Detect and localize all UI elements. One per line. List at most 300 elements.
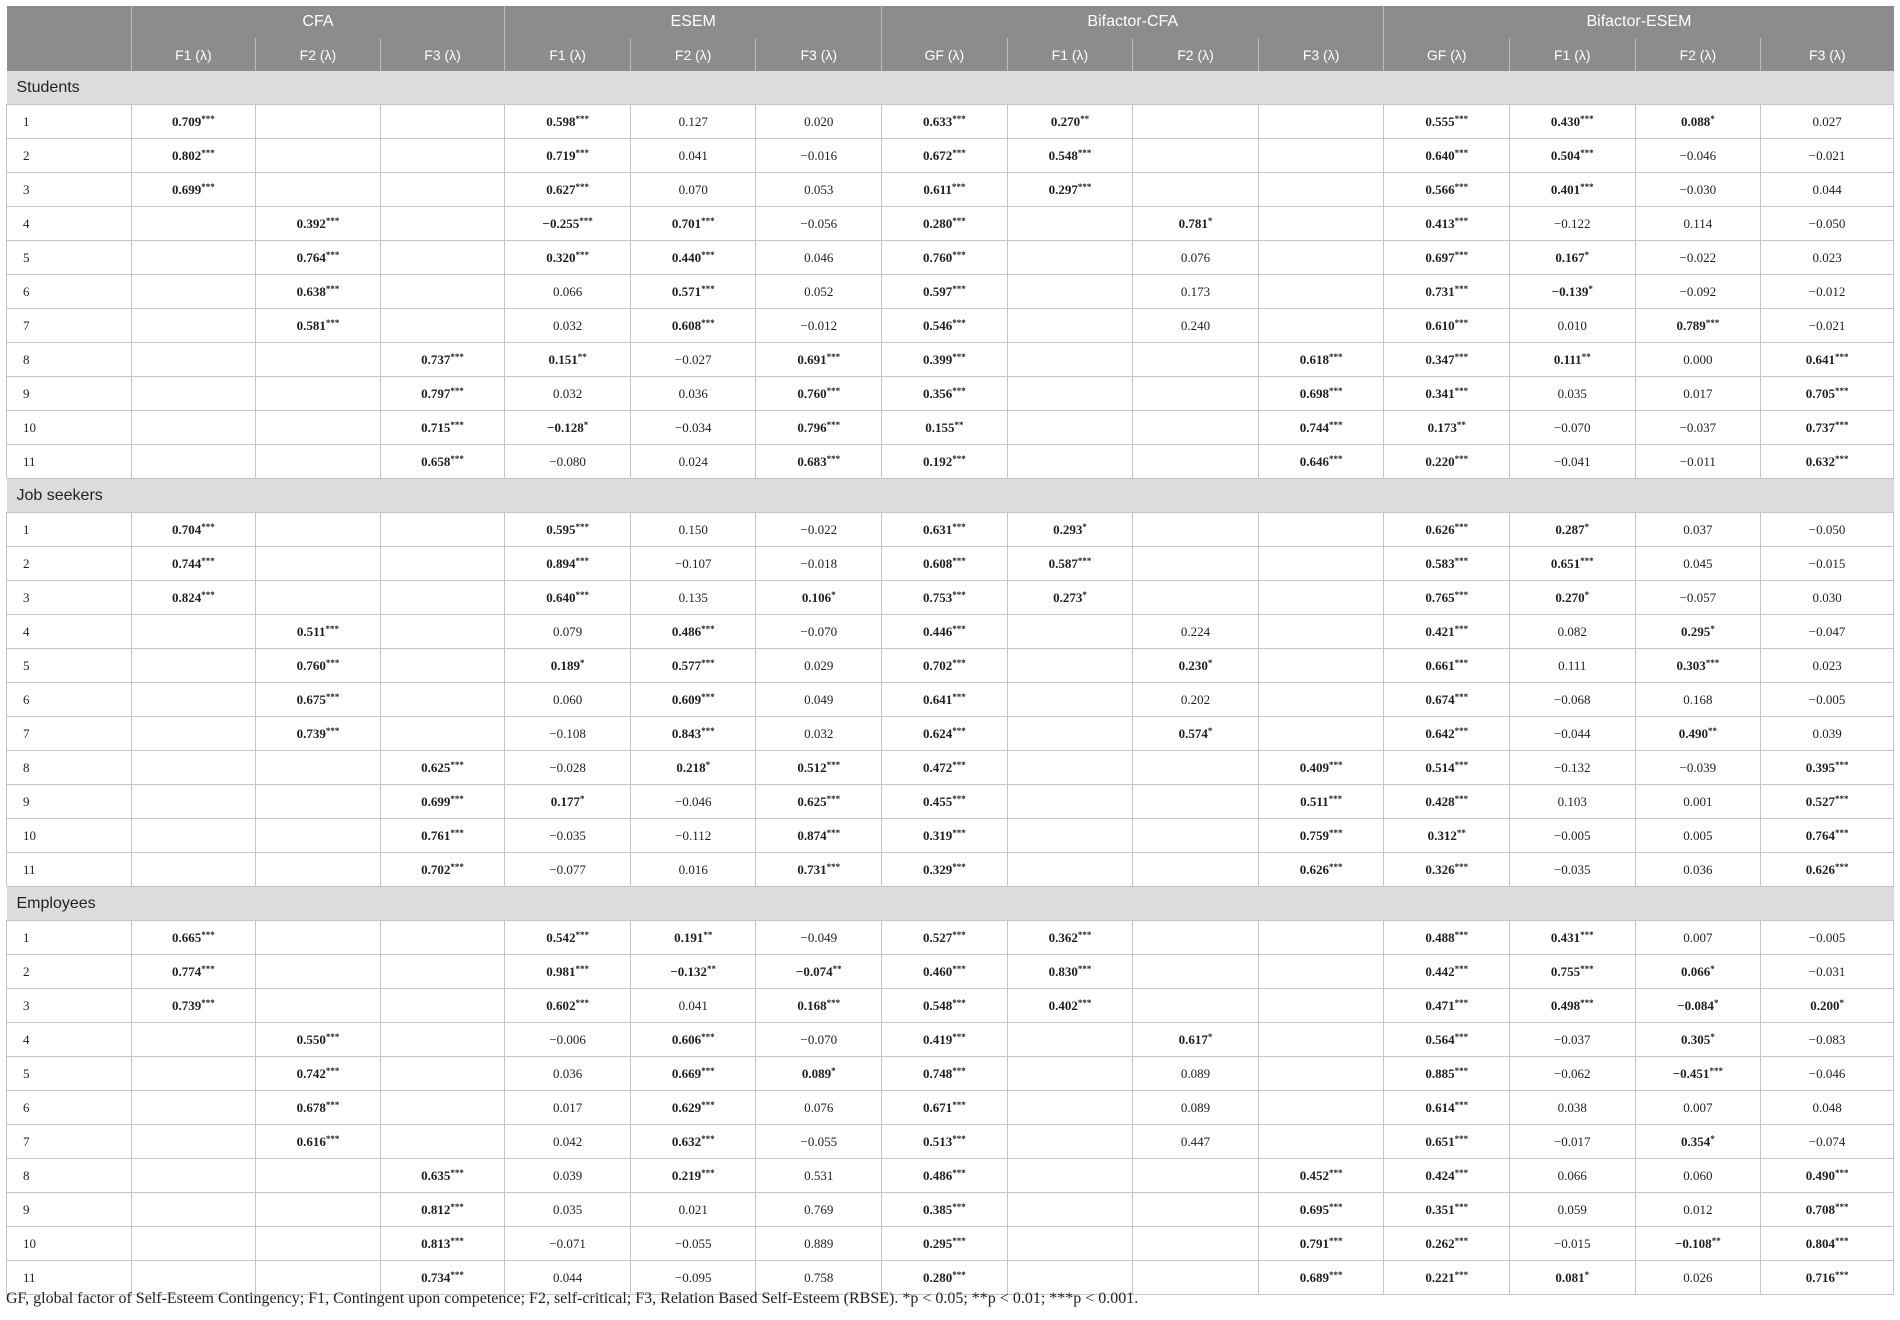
loading-cell: 0.633***	[882, 105, 1008, 139]
loading-cell: −0.070	[1509, 411, 1635, 445]
loading-cell: 0.354*	[1635, 1125, 1761, 1159]
loading-cell: 0.542***	[505, 921, 631, 955]
significance-marker: ***	[952, 555, 966, 566]
loading-cell: 0.041	[630, 989, 756, 1023]
loading-cell: 0.079	[505, 615, 631, 649]
significance-marker: **	[1707, 725, 1717, 736]
loading-cell: 0.737***	[380, 343, 505, 377]
loading-cell: 0.076	[1133, 241, 1259, 275]
significance-marker: ***	[1834, 793, 1849, 804]
loading-cell	[131, 819, 256, 853]
item-number: 8	[7, 1159, 132, 1193]
loading-cell: −0.108	[505, 717, 631, 751]
loading-cell: 0.625***	[756, 785, 882, 819]
loading-cell: 0.082	[1509, 615, 1635, 649]
loading-cell: 0.347***	[1384, 343, 1510, 377]
significance-marker: ***	[1580, 929, 1594, 940]
loading-cell: 0.511***	[1258, 785, 1384, 819]
item-number: 10	[7, 411, 132, 445]
group-header-bifactor-cfa: Bifactor-CFA	[882, 6, 1384, 38]
significance-marker: ***	[952, 589, 966, 600]
significance-marker: ***	[826, 351, 841, 362]
significance-marker: *	[1710, 1031, 1715, 1042]
loading-cell	[1258, 717, 1384, 751]
loading-cell: 0.632***	[630, 1125, 756, 1159]
loading-cell	[131, 1091, 256, 1125]
loading-cell	[380, 989, 505, 1023]
significance-marker: ***	[826, 861, 841, 872]
table-footnote: GF, global factor of Self-Esteem Contingency; F1, Contingent upon competence; F2, self-critical; F3, Relation Based Self-Esteem (RBSE). *p < 0.05; **p < 0.01; ***p < 0.001.	[6, 1290, 1139, 1307]
significance-marker: ***	[1580, 113, 1594, 124]
group-header-bifactor-esem: Bifactor-ESEM	[1384, 6, 1894, 38]
loading-cell	[131, 343, 256, 377]
loading-cell	[380, 513, 505, 547]
loading-cell: 0.608***	[882, 547, 1008, 581]
loading-cell: 0.791***	[1258, 1227, 1384, 1261]
significance-marker: ***	[826, 793, 841, 804]
loading-cell: 0.769	[756, 1193, 882, 1227]
loading-cell: 0.007	[1635, 1091, 1761, 1125]
loading-cell	[131, 445, 256, 479]
loading-cell: 0.587***	[1007, 547, 1133, 581]
significance-marker: ***	[952, 725, 966, 736]
loading-cell: 0.744***	[1258, 411, 1384, 445]
loading-cell	[256, 989, 381, 1023]
table-row	[7, 955, 1894, 989]
significance-marker: ***	[701, 249, 715, 260]
loading-cell: 0.036	[630, 377, 756, 411]
significance-marker: ***	[952, 249, 966, 260]
loading-cell	[1007, 717, 1133, 751]
loading-cell: 0.672***	[882, 139, 1008, 173]
significance-marker: ***	[952, 113, 966, 124]
significance-marker: ***	[952, 215, 966, 226]
loading-cell	[380, 1091, 505, 1125]
loading-cell	[256, 139, 381, 173]
item-number: 2	[7, 547, 132, 581]
loading-cell: 0.135	[630, 581, 756, 615]
loading-cell: 0.843***	[630, 717, 756, 751]
item-number: 9	[7, 785, 132, 819]
loading-cell: 0.287*	[1509, 513, 1635, 547]
loading-cell: 0.527***	[882, 921, 1008, 955]
loading-cell: −0.030	[1635, 173, 1761, 207]
significance-marker: ***	[1328, 1235, 1343, 1246]
loading-cell: 0.155**	[882, 411, 1008, 445]
column-header: F2 (λ)	[1635, 38, 1761, 71]
loading-cell: 0.697***	[1384, 241, 1510, 275]
loading-cell	[1133, 1193, 1259, 1227]
loading-cell	[380, 921, 505, 955]
loading-cell: 0.640***	[505, 581, 631, 615]
loading-cell: 0.111	[1509, 649, 1635, 683]
loading-cell: 0.230*	[1133, 649, 1259, 683]
loading-cell: 0.669***	[630, 1057, 756, 1091]
significance-marker: *	[1584, 1269, 1590, 1280]
loading-cell	[380, 1057, 505, 1091]
loading-cell: −0.005	[1761, 683, 1894, 717]
loading-cell	[256, 751, 381, 785]
significance-marker: ***	[1834, 861, 1849, 872]
significance-marker: **	[954, 419, 964, 430]
loading-cell: −0.046	[1635, 139, 1761, 173]
loading-cell	[131, 1193, 256, 1227]
significance-marker: ***	[701, 1133, 715, 1144]
loading-cell	[1258, 241, 1384, 275]
loading-cell: 0.218*	[630, 751, 756, 785]
loading-cell: 0.531	[756, 1159, 882, 1193]
loading-cell: 0.103	[1509, 785, 1635, 819]
loading-cell: 0.440***	[630, 241, 756, 275]
loading-cell: 0.641***	[1761, 343, 1894, 377]
loading-cell: 0.486***	[882, 1159, 1008, 1193]
loading-cell: 0.715***	[380, 411, 505, 445]
loading-cell	[256, 853, 381, 887]
table-row	[7, 853, 1894, 887]
loading-cell: 0.177*	[505, 785, 631, 819]
significance-marker: ***	[575, 249, 589, 260]
loading-cell	[131, 615, 256, 649]
loading-cell: −0.092	[1635, 275, 1761, 309]
loading-cell: 0.885***	[1384, 1057, 1510, 1091]
loading-cell	[1258, 105, 1384, 139]
significance-marker: ***	[325, 317, 340, 328]
loading-cell: 0.651***	[1384, 1125, 1510, 1159]
significance-marker: ***	[201, 997, 215, 1008]
significance-marker: ***	[1454, 147, 1469, 158]
item-number: 7	[7, 1125, 132, 1159]
column-header: F3 (λ)	[1761, 38, 1894, 71]
loading-cell: 0.089	[1133, 1091, 1259, 1125]
loading-cell	[1007, 1159, 1133, 1193]
significance-marker: *	[1839, 997, 1844, 1008]
loading-cell: −0.035	[1509, 853, 1635, 887]
significance-marker: ***	[325, 283, 340, 294]
significance-marker: ***	[201, 113, 215, 124]
significance-marker: ***	[1328, 419, 1343, 430]
loading-cell	[1007, 207, 1133, 241]
loading-cell	[380, 241, 505, 275]
loading-cell	[1007, 377, 1133, 411]
significance-marker: ***	[952, 929, 966, 940]
loading-cell: 0.012	[1635, 1193, 1761, 1227]
loading-cell: 0.168	[1635, 683, 1761, 717]
significance-marker: *	[705, 759, 711, 770]
loading-cell: 0.626***	[1258, 853, 1384, 887]
significance-marker: ***	[1077, 997, 1092, 1008]
loading-cell: 0.326***	[1384, 853, 1510, 887]
significance-marker: ***	[450, 827, 464, 838]
significance-marker: ***	[201, 555, 215, 566]
loading-cell: 0.874***	[756, 819, 882, 853]
significance-marker: ***	[1454, 453, 1469, 464]
loading-cell: 0.081*	[1509, 1261, 1635, 1295]
loading-cell	[131, 309, 256, 343]
significance-marker: ***	[575, 181, 589, 192]
loading-cell: 0.764***	[256, 241, 381, 275]
loading-cell: 0.035	[505, 1193, 631, 1227]
column-header: F2 (λ)	[1133, 38, 1259, 71]
loading-cell: 0.498***	[1509, 989, 1635, 1023]
significance-marker: *	[1082, 521, 1087, 532]
loading-cell	[1133, 1227, 1259, 1261]
significance-marker: ***	[701, 1167, 715, 1178]
significance-marker: **	[1581, 351, 1591, 362]
significance-marker: ***	[701, 1031, 715, 1042]
significance-marker: ***	[1454, 929, 1469, 940]
loading-cell	[131, 377, 256, 411]
loading-cell: 0.574*	[1133, 717, 1259, 751]
loading-cell: −0.062	[1509, 1057, 1635, 1091]
loading-cell: 0.608***	[630, 309, 756, 343]
item-number: 1	[7, 513, 132, 547]
loading-cell: 0.106*	[756, 581, 882, 615]
table-row	[7, 751, 1894, 785]
table-row	[7, 105, 1894, 139]
loading-cell: 0.618***	[1258, 343, 1384, 377]
significance-marker: ***	[201, 963, 215, 974]
column-header: F1 (λ)	[131, 38, 256, 71]
significance-marker: ***	[1328, 793, 1343, 804]
loading-cell: −0.022	[1635, 241, 1761, 275]
loading-cell: 0.761***	[380, 819, 505, 853]
item-number: 4	[7, 615, 132, 649]
loading-cell: 0.200*	[1761, 989, 1894, 1023]
significance-marker: ***	[826, 419, 841, 430]
loading-cell: 0.392***	[256, 207, 381, 241]
significance-marker: ***	[575, 589, 589, 600]
significance-marker: ***	[1328, 453, 1343, 464]
loading-cell: −0.084*	[1635, 989, 1761, 1023]
loading-cell: 0.428***	[1384, 785, 1510, 819]
loading-cell	[1133, 785, 1259, 819]
loading-cell: 0.240	[1133, 309, 1259, 343]
item-number: 6	[7, 683, 132, 717]
loading-cell: 0.060	[505, 683, 631, 717]
table-row	[7, 411, 1894, 445]
significance-marker: ***	[1454, 181, 1469, 192]
loading-cell: −0.107	[630, 547, 756, 581]
significance-marker: ***	[1328, 385, 1343, 396]
significance-marker: ***	[575, 963, 589, 974]
loading-cell: 0.293*	[1007, 513, 1133, 547]
significance-marker: ***	[1454, 657, 1469, 668]
loading-cell	[380, 649, 505, 683]
loading-cell: 0.059	[1509, 1193, 1635, 1227]
item-number: 3	[7, 989, 132, 1023]
significance-marker: *	[1207, 215, 1213, 226]
significance-marker: **	[832, 963, 842, 974]
significance-marker: ***	[1580, 181, 1594, 192]
loading-cell: −0.037	[1635, 411, 1761, 445]
loading-cell	[1133, 377, 1259, 411]
significance-marker: ***	[1709, 1065, 1723, 1076]
significance-marker: ***	[450, 861, 464, 872]
table-row	[7, 173, 1894, 207]
significance-marker: ***	[1454, 963, 1469, 974]
loading-cell: 0.385***	[882, 1193, 1008, 1227]
significance-marker: ***	[325, 725, 340, 736]
loading-cell	[256, 1193, 381, 1227]
loading-cell	[1258, 989, 1384, 1023]
loading-cell	[1007, 241, 1133, 275]
significance-marker: ***	[701, 1099, 715, 1110]
loading-cell	[1007, 615, 1133, 649]
loading-cell: 0.431***	[1509, 921, 1635, 955]
significance-marker: ***	[1705, 657, 1720, 668]
loading-cell: 0.804***	[1761, 1227, 1894, 1261]
section-row	[7, 887, 1894, 921]
loading-cell: 0.548***	[1007, 139, 1133, 173]
column-header: F2 (λ)	[630, 38, 756, 71]
loading-cell: −0.055	[756, 1125, 882, 1159]
significance-marker: ***	[952, 759, 966, 770]
significance-marker: ***	[1328, 759, 1343, 770]
significance-marker: ***	[201, 147, 215, 158]
loading-cell	[1258, 547, 1384, 581]
loading-cell: −0.055	[630, 1227, 756, 1261]
loading-cell: 0.029	[756, 649, 882, 683]
loading-cell	[380, 547, 505, 581]
loading-cell: 0.046	[756, 241, 882, 275]
loading-cell: 0.678***	[256, 1091, 381, 1125]
loading-cell	[1007, 649, 1133, 683]
loading-cell: 0.514***	[1384, 751, 1510, 785]
significance-marker: ***	[952, 147, 966, 158]
loading-cell	[1258, 615, 1384, 649]
loading-cell: 0.202	[1133, 683, 1259, 717]
model-group-header-row	[7, 6, 1894, 38]
loading-cell: 0.581***	[256, 309, 381, 343]
loading-cell	[131, 1023, 256, 1057]
loading-cell: 0.049	[756, 683, 882, 717]
item-number: 7	[7, 717, 132, 751]
loading-cell	[131, 241, 256, 275]
table-row	[7, 683, 1894, 717]
loading-cell: −0.005	[1761, 921, 1894, 955]
loading-cell	[1133, 139, 1259, 173]
loading-cell: 0.704***	[131, 513, 256, 547]
loading-cell: 0.191**	[630, 921, 756, 955]
loading-cell: 0.658***	[380, 445, 505, 479]
loading-cell: −0.083	[1761, 1023, 1894, 1057]
item-number: 7	[7, 309, 132, 343]
loading-cell	[1007, 275, 1133, 309]
loading-cell: −0.022	[756, 513, 882, 547]
item-number: 11	[7, 445, 132, 479]
loading-cell	[131, 1227, 256, 1261]
loading-cell: 0.765***	[1384, 581, 1510, 615]
table-row	[7, 581, 1894, 615]
loading-cell: 0.734***	[380, 1261, 505, 1295]
item-number: 1	[7, 921, 132, 955]
significance-marker: ***	[1834, 1167, 1849, 1178]
significance-marker: ***	[1454, 1099, 1469, 1110]
loading-cell	[131, 207, 256, 241]
significance-marker: ***	[1454, 589, 1469, 600]
loading-cell	[1133, 411, 1259, 445]
loading-cell: 0.577***	[630, 649, 756, 683]
significance-marker: ***	[952, 793, 966, 804]
loading-cell: 0.038	[1509, 1091, 1635, 1125]
significance-marker: ***	[1328, 861, 1343, 872]
loading-cell	[256, 785, 381, 819]
loading-cell: 0.447	[1133, 1125, 1259, 1159]
significance-marker: ***	[201, 521, 215, 532]
loading-cell: 0.045	[1635, 547, 1761, 581]
loading-cell: −0.039	[1635, 751, 1761, 785]
loading-cell: 0.597***	[882, 275, 1008, 309]
loading-cell: 0.702***	[882, 649, 1008, 683]
loading-cell: 0.731***	[1384, 275, 1510, 309]
loading-cell: 0.755***	[1509, 955, 1635, 989]
loading-cell: 0.319***	[882, 819, 1008, 853]
loading-cell: 0.546***	[882, 309, 1008, 343]
loading-cell	[1258, 173, 1384, 207]
table-row	[7, 445, 1894, 479]
loading-cell: 0.511***	[256, 615, 381, 649]
loading-cell: 0.076	[756, 1091, 882, 1125]
significance-marker: ***	[952, 623, 966, 634]
table-row	[7, 377, 1894, 411]
loading-cell: −0.451***	[1635, 1057, 1761, 1091]
loading-cell	[1133, 173, 1259, 207]
loading-cell: 0.270**	[1007, 105, 1133, 139]
significance-marker: ***	[1834, 385, 1849, 396]
loading-cell: 0.702***	[380, 853, 505, 887]
significance-marker: ***	[952, 385, 966, 396]
loading-cell: 0.760***	[882, 241, 1008, 275]
loading-cell: 0.295***	[882, 1227, 1008, 1261]
loading-cell: −0.049	[756, 921, 882, 955]
section-row	[7, 479, 1894, 513]
loading-cell	[256, 1227, 381, 1261]
loading-cell: 0.758	[756, 1261, 882, 1295]
significance-marker: ***	[201, 929, 215, 940]
significance-marker: ***	[1077, 963, 1092, 974]
section-row	[7, 71, 1894, 105]
loading-cell: 0.413***	[1384, 207, 1510, 241]
significance-marker: ***	[952, 861, 966, 872]
loading-cell: 0.689***	[1258, 1261, 1384, 1295]
loading-cell: 0.797***	[380, 377, 505, 411]
loading-cell: 0.471***	[1384, 989, 1510, 1023]
significance-marker: ***	[1834, 1201, 1849, 1212]
loading-cell	[1258, 309, 1384, 343]
loading-cell: 0.629***	[630, 1091, 756, 1125]
loading-cell: 0.044	[1761, 173, 1894, 207]
loading-cell: 0.329***	[882, 853, 1008, 887]
loading-cell	[1133, 105, 1259, 139]
loading-cell	[1133, 989, 1259, 1023]
loading-cell	[256, 343, 381, 377]
loading-cell	[1007, 1091, 1133, 1125]
significance-marker: ***	[325, 691, 340, 702]
item-number: 6	[7, 1091, 132, 1125]
loading-cell: 0.651***	[1509, 547, 1635, 581]
loading-cell	[1258, 683, 1384, 717]
significance-marker: ***	[1454, 861, 1469, 872]
significance-marker: ***	[1834, 453, 1849, 464]
significance-marker: *	[1584, 249, 1590, 260]
loading-cell: 0.151**	[505, 343, 631, 377]
loading-cell: 0.419***	[882, 1023, 1008, 1057]
significance-marker: ***	[1454, 351, 1469, 362]
loading-cell	[1258, 1057, 1384, 1091]
column-header-row	[7, 38, 1894, 71]
loading-cell: 0.512***	[756, 751, 882, 785]
significance-marker: ***	[1454, 997, 1469, 1008]
